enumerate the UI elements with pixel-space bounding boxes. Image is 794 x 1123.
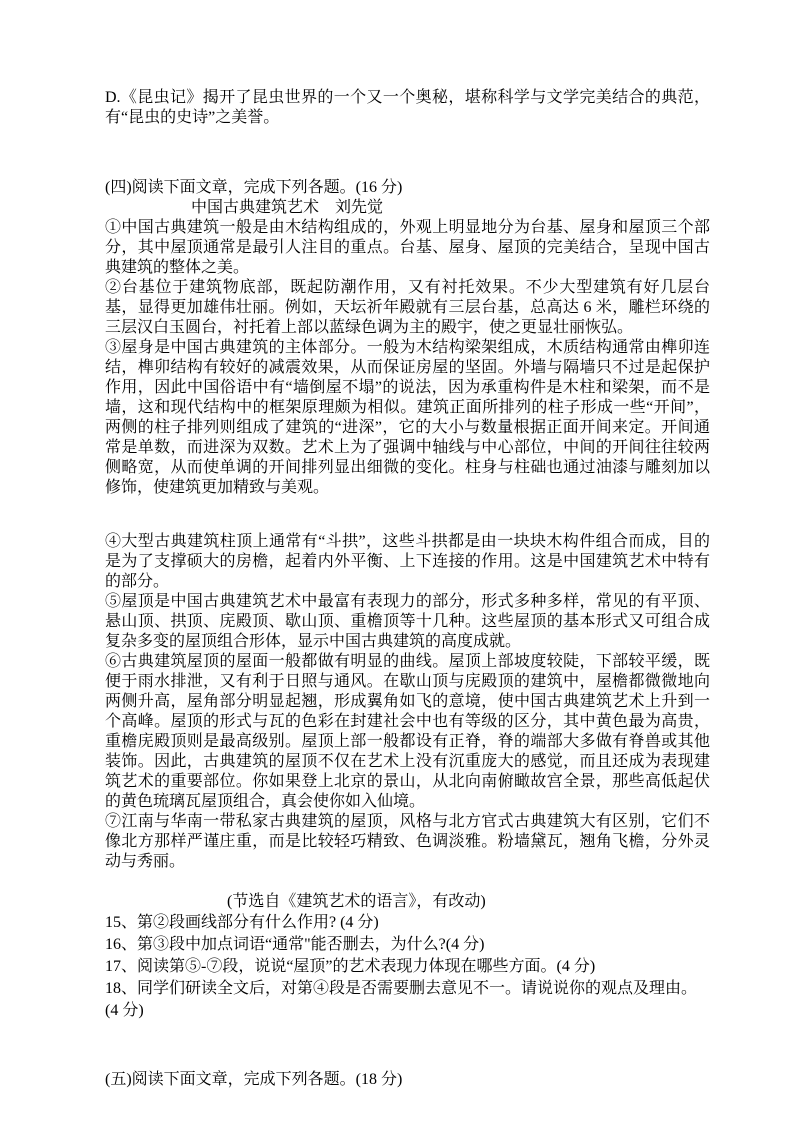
question-list [105, 912, 710, 1022]
question-16: 16、第③段中加点词语“通常"能否删去，为什么?(4 分) [105, 936, 485, 953]
article-paragraph-7: ⑦江南与华南一带私家古典建筑的屋顶，风格与北方官式古典建筑大有区别，它们不像北方那样严谨庄重，而是比较轻巧精致、色调淡雅。粉墙黛瓦，翘角飞檐，分外灵动与秀丽。 [105, 813, 710, 870]
question-15: 15、第②段画线部分有什么作用? (4 分) [105, 914, 379, 931]
question-18: 18、同学们研读全文后，对第④段是否需要删去意见不一。请说说你的观点及理由。(4 分) [105, 980, 698, 1019]
article-paragraph-5: ⑤屋顶是中国古典建筑艺术中最富有表现力的部分，形式多种多样，常见的有平顶、悬山顶、拱顶、庑殿顶、歇山顶、重檐顶等十几种。这些屋顶的基本形式又可组合成复杂多变的屋顶组合形体，显示中国古典建筑的高度成就。 [105, 593, 710, 650]
section-five-heading: (五)阅读下面文章，完成下列各题。(18 分) [105, 1071, 403, 1088]
article-paragraph-4: ④大型古典建筑柱顶上通常有“斗拱”，这些斗拱都是由一块块木构件组合而成，目的是为了支撑硕大的房檐，起着内外平衡、上下连接的作用。这是中国建筑艺术中特有的部分。 [105, 533, 710, 590]
article-paragraph-3: ③屋身是中国古典建筑的主体部分。一般为木结构梁架组成，木质结构通常由榫卯连结，榫卯结构有较好的减震效果，从而保证房屋的坚固。外墙与隔墙只不过是起保护作用，因此中国俗语中有“墙倒屋不塌”的说法，因为承重构件是木柱和梁架，而不是墙，这和现代结构中的框架原理颇为相似。建筑正面所排列的柱子形成一些“开间”，两侧的柱子排列则组成了建筑的“进深”，它的大小与数量根据正面开间来定。开间通常是单数，而进深为双数。艺术上为了强调中轴线与中心部位，中间的开间往往较两侧略宽，从而使单调的开间排列显出细微的变化。柱身与柱础也通过油漆与雕刻加以修饰，使建筑更加精致与美观。 [105, 339, 710, 496]
article-paragraph-6: ⑥古典建筑屋顶的屋面一般都做有明显的曲线。屋顶上部坡度较陡，下部较平缓，既便于雨水排泄，又有利于日照与通风。在歇山顶与庑殿顶的建筑中，屋檐都微微地向两侧升高，屋角部分明显起翘，形成翼角如飞的意境，使中国古典建筑艺术上升到一个高峰。屋顶的形式与瓦的色彩在封建社会中也有等级的区分，其中黄色最为高贵，重檐庑殿顶则是最高级别。屋顶上部一般都设有正脊，脊的端部大多做有脊兽或其他装饰。因此，古典建筑的屋顶不仅在艺术上没有沉重庞大的感觉，而且还成为表现建筑艺术的重要部位。你如果登上北京的景山，从北向南俯瞰故宫全景，那些高低起伏的黄色琉璃瓦屋顶组合，真会使你如入仙境。 [105, 653, 710, 810]
option-d-text: D.《昆虫记》揭开了昆虫世界的一个又一个奥秘，堪称科学与文学完美结合的典范，有“昆虫的史诗”之美誉。 [105, 89, 710, 126]
article-paragraph-2: ②台基位于建筑物底部，既起防潮作用，又有衬托效果。不少大型建筑有好几层台基，显得更加雄伟壮丽。例如，天坛祈年殿就有三层台基，总高达 6 米，雕栏环绕的三层汉白玉圆台，衬托着上部以蓝绿色调为主的殿宇，使之更显壮丽恢弘。 [105, 279, 710, 336]
paragraph-gap [105, 498, 710, 532]
section-four-heading: (四)阅读下面文章，完成下列各题。(16 分) [105, 179, 403, 196]
article-paragraph-1: ①中国古典建筑一般是由木结构组成的，外观上明显地分为台基、屋身和屋顶三个部分，其中屋顶通常是最引人注目的重点。台基、屋身、屋顶的完美结合，呈现中国古典建筑的整体之美。 [105, 219, 710, 276]
source-note: (节选自《建筑艺术的语言》，有改动) [227, 893, 486, 910]
question-17: 17、阅读第⑤-⑦段，说说“屋顶”的艺术表现力体现在哪些方面。(4 分) [105, 958, 596, 975]
article-title: 中国古典建筑艺术 刘先觉 [191, 199, 384, 216]
